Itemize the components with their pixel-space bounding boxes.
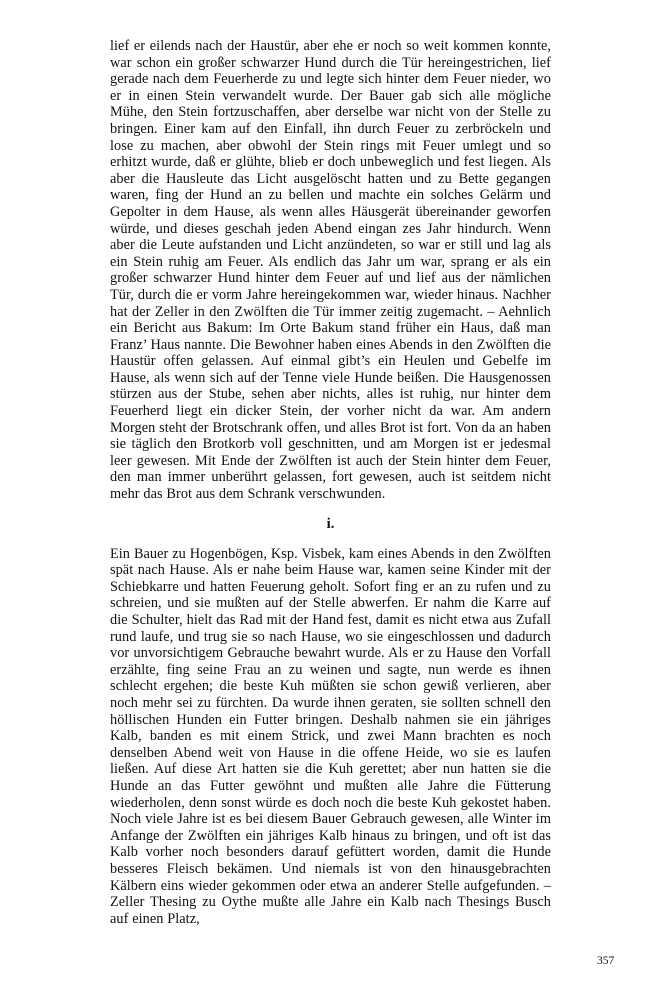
text-block [110, 38, 551, 927]
section-heading: i. [326, 515, 335, 532]
page-number: 357 [597, 955, 615, 967]
paragraph-story: Ein Bauer zu Hogenbögen, Ksp. Visbek, kam eines Abends in den Zwölften spät nach Hause. Als er nahe beim Hause war, kamen seine Kinder mit der Schiebkarre und hatten Feuerung geholt. Sofort fing er an zu rufen und zu schreien, und sie mußten auf der Stelle abwerfen. Er nahm die Karre auf die Schulter, hielt das Rad mit der Hand fest, damit es nicht etwa aus Zufall rund laufe, und trug sie so nach Hause, wo sie eingeschlossen und dadurch vor unvorsichtigem Gebrauche bewahrt wurde. Als er zu Hause den Vorfall erzählte, fing seine Frau an zu weinen und sagte, nun werde es ihnen schlecht ergehen; die beste Kuh müßten sie schon gewiß verlieren, aber noch mehr sei zu fürchten. Da wurde ihnen geraten, sie sollten schnell den höllischen Hunden ein Futter bringen. Deshalb nahmen sie ein jähriges Kalb, banden es mit einem Strick, und zwei Mann brachten es noch denselben Abend weit von Hause in die offene Heide, wo sie es laufen ließen. Auf diese Art hatten sie die Kuh gerettet; aber nun hatten sie die Hunde an das Futter gewöhnt und mußten alle Jahre die Fütterung wiederholen, denn sonst würde es doch noch die beste Kuh gekostet haben. Noch viele Jahre ist es bei diesem Bauer Gebrauch gewesen, alle Winter im Anfange der Zwölften ein jähriges Kalb hinaus zu bringen, und oft ist das Kalb vorher noch besonders darauf gefüttert worden, damit die Hunde besseres Fleisch bekämen. Und niemals ist von den hinausgebrachten Kälbern eins wieder gekommen oder etwa an anderer Stelle aufgefunden. – Zeller Thesing zu Oythe mußte alle Jahre ein Kalb nach Thesings Busch auf einen Platz, [110, 545, 551, 927]
paragraph-continuation: lief er eilends nach der Haustür, aber ehe er noch so weit kommen konnte, war schon ein großer schwarzer Hund durch die Tür hereingestrichen, lief gerade nach dem Feuerherde zu und legte sich hinter dem Feuer nieder, wo er in einen Stein verwandelt wurde. Der Bauer gab sich alle mögliche Mühe, den Stein fortzuschaffen, aber derselbe war nicht von der Stelle zu bringen. Einer kam auf den Einfall, ihn durch Feuer zu zerbröckeln und lose zu machen, aber obwohl der Stein rings mit Feuer umlegt und so erhitzt wurde, daß er glühte, blieb er doch unbeweglich und fest liegen. Als aber die Hausleute das Licht ausgelöscht hatten und zu Bette gegangen waren, fing der Hund an zu bellen und machte ein solches Gelärm und Gepolter in dem Hause, als wenn alles Häusgerät übereinander geworfen würde, und dieses geschah jeden Abend eingan zes Jahr hindurch. Wenn aber die Leute aufstanden und Licht anzündeten, so war er still und lag als ein Stein ruhig am Feuer. Als endlich das Jahr um war, sprang er als ein großer schwarzer Hund hinter dem Feuer auf und lief aus der nämlichen Tür, durch die er vorm Jahre hereingekommen war, wieder hinaus. Nachher hat der Zeller in den Zwölften die Tür immer zeitig zugemacht. – Aehnlich ein Bericht aus Bakum: Im Orte Bakum stand früher ein Haus, daß man Franz’ Haus nannte. Die Bewohner haben eines Abends in den Zwölften die Haustür offen gelassen. Auf einmal gibt’s ein Heulen und Gebelfe im Hause, als wenn sich auf der Tenne viele Hunde beißen. Die Hausgenossen stürzen aus der Stube, sehen aber nichts, alles ist ruhig, nur hinter dem Feuerherd liegt ein dicker Stein, der vorher nicht da war. Am andern Morgen steht der Brotschrank offen, und alles Brot ist fort. Von da an haben sie täglich den Brotkorb voll geschnitten, und am Morgen ist er jedesmal leer gewesen. Mit Ende der Zwölften ist auch der Stein hinter dem Feuer, den man immer unberührt gelassen, fort gewesen, auch ist seitdem nicht mehr das Brot aus dem Schrank verschwunden. [110, 38, 551, 503]
